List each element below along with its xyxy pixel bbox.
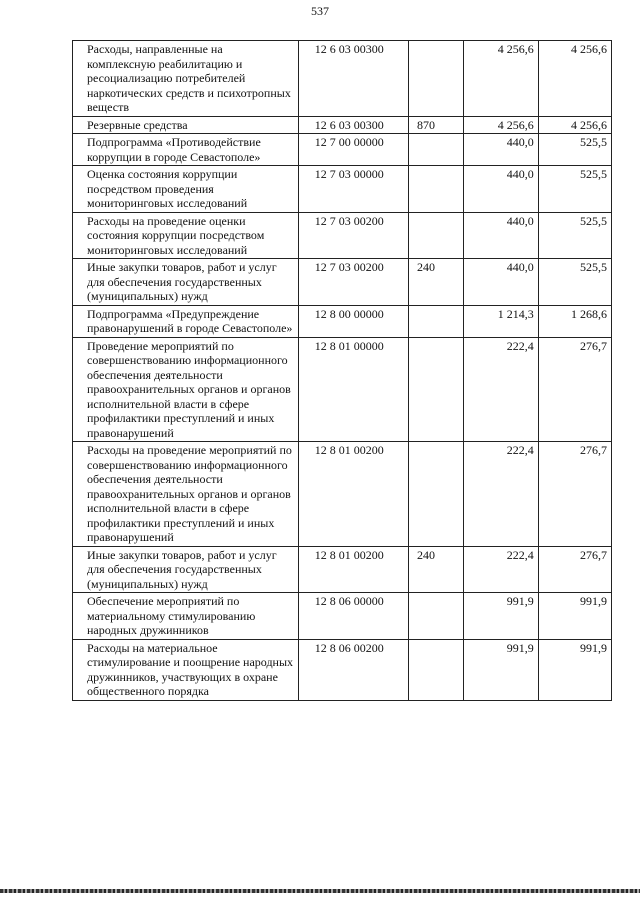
row-amount-year2-cell: 276,7 — [538, 546, 611, 593]
row-expense-type-cell — [408, 337, 463, 442]
row-expense-type-cell — [408, 166, 463, 213]
table-row — [73, 305, 612, 337]
row-expense-type-cell — [408, 442, 463, 547]
row-amount-year2-cell: 4 256,6 — [538, 116, 611, 134]
page-number: 537 — [311, 4, 329, 18]
row-amount-year2-cell: 4 256,6 — [538, 41, 611, 117]
row-amount-year1-cell: 991,9 — [463, 639, 538, 700]
row-expense-type-cell: 240 — [408, 259, 463, 306]
row-amount-year1-cell: 440,0 — [463, 166, 538, 213]
row-code-cell: 12 7 03 00200 — [298, 259, 408, 306]
row-name-cell: Подпрограмма «Предупреждение правонарушений в городе Севастополе» — [73, 305, 299, 337]
budget-table-body — [73, 41, 612, 701]
row-expense-type-cell — [408, 639, 463, 700]
row-expense-type-cell — [408, 134, 463, 166]
row-name-cell: Расходы, направленные на комплексную реабилитацию и ресоциализацию потребителей наркотических средств и психотропных веществ — [73, 41, 299, 117]
row-name-cell: Расходы на проведение оценки состояния коррупции посредством мониторинговых исследований — [73, 212, 299, 259]
row-name-cell: Иные закупки товаров, работ и услуг для обеспечения государственных (муниципальных) нужд — [73, 546, 299, 593]
row-expense-type-cell — [408, 593, 463, 640]
row-amount-year1-cell: 4 256,6 — [463, 116, 538, 134]
row-code-cell: 12 8 01 00200 — [298, 442, 408, 547]
table-row — [73, 442, 612, 547]
table-row — [73, 593, 612, 640]
row-name-cell: Расходы на материальное стимулирование и поощрение народных дружинников, участвующих в охране общественного порядка — [73, 639, 299, 700]
row-name-cell: Иные закупки товаров, работ и услуг для обеспечения государственных (муниципальных) нужд — [73, 259, 299, 306]
row-amount-year1-cell: 222,4 — [463, 442, 538, 547]
row-amount-year1-cell: 4 256,6 — [463, 41, 538, 117]
row-amount-year2-cell: 991,9 — [538, 593, 611, 640]
table-row — [73, 212, 612, 259]
table-row — [73, 116, 612, 134]
row-amount-year2-cell: 276,7 — [538, 442, 611, 547]
row-code-cell: 12 6 03 00300 — [298, 41, 408, 117]
row-amount-year2-cell: 525,5 — [538, 134, 611, 166]
row-code-cell: 12 6 03 00300 — [298, 116, 408, 134]
row-code-cell: 12 7 03 00200 — [298, 212, 408, 259]
row-amount-year2-cell: 991,9 — [538, 639, 611, 700]
row-amount-year1-cell: 440,0 — [463, 212, 538, 259]
row-name-cell: Проведение мероприятий по совершенствованию информационного обеспечения деятельности правоохранительных органов и органов исполнительной власти в сфере профилактики преступлений и иных правонарушений — [73, 337, 299, 442]
row-code-cell: 12 7 03 00000 — [298, 166, 408, 213]
row-expense-type-cell — [408, 212, 463, 259]
row-amount-year1-cell: 440,0 — [463, 259, 538, 306]
row-code-cell: 12 8 00 00000 — [298, 305, 408, 337]
row-amount-year1-cell: 1 214,3 — [463, 305, 538, 337]
row-name-cell: Расходы на проведение мероприятий по совершенствованию информационного обеспечения деятельности правоохранительных органов и органов исполнительной власти в сфере профилактики преступлений и иных правонарушений — [73, 442, 299, 547]
row-name-cell: Обеспечение мероприятий по материальному стимулированию народных дружинников — [73, 593, 299, 640]
row-name-cell: Резервные средства — [73, 116, 299, 134]
row-amount-year2-cell: 525,5 — [538, 212, 611, 259]
table-row — [73, 166, 612, 213]
row-code-cell: 12 7 00 00000 — [298, 134, 408, 166]
row-name-cell: Подпрограмма «Противодействие коррупции в городе Севастополе» — [73, 134, 299, 166]
row-amount-year1-cell: 222,4 — [463, 546, 538, 593]
scan-edge-border — [0, 889, 640, 893]
table-row — [73, 639, 612, 700]
row-amount-year2-cell: 525,5 — [538, 166, 611, 213]
row-expense-type-cell: 870 — [408, 116, 463, 134]
table-row — [73, 41, 612, 117]
row-code-cell: 12 8 06 00200 — [298, 639, 408, 700]
row-code-cell: 12 8 06 00000 — [298, 593, 408, 640]
row-amount-year1-cell: 991,9 — [463, 593, 538, 640]
table-row — [73, 259, 612, 306]
row-code-cell: 12 8 01 00000 — [298, 337, 408, 442]
row-amount-year1-cell: 440,0 — [463, 134, 538, 166]
row-expense-type-cell — [408, 305, 463, 337]
table-row — [73, 546, 612, 593]
table-row — [73, 337, 612, 442]
row-amount-year2-cell: 525,5 — [538, 259, 611, 306]
row-expense-type-cell — [408, 41, 463, 117]
row-amount-year1-cell: 222,4 — [463, 337, 538, 442]
row-amount-year2-cell: 276,7 — [538, 337, 611, 442]
table-row — [73, 134, 612, 166]
row-expense-type-cell: 240 — [408, 546, 463, 593]
row-amount-year2-cell: 1 268,6 — [538, 305, 611, 337]
budget-table — [72, 40, 612, 701]
row-name-cell: Оценка состояния коррупции посредством проведения мониторинговых исследований — [73, 166, 299, 213]
row-code-cell: 12 8 01 00200 — [298, 546, 408, 593]
